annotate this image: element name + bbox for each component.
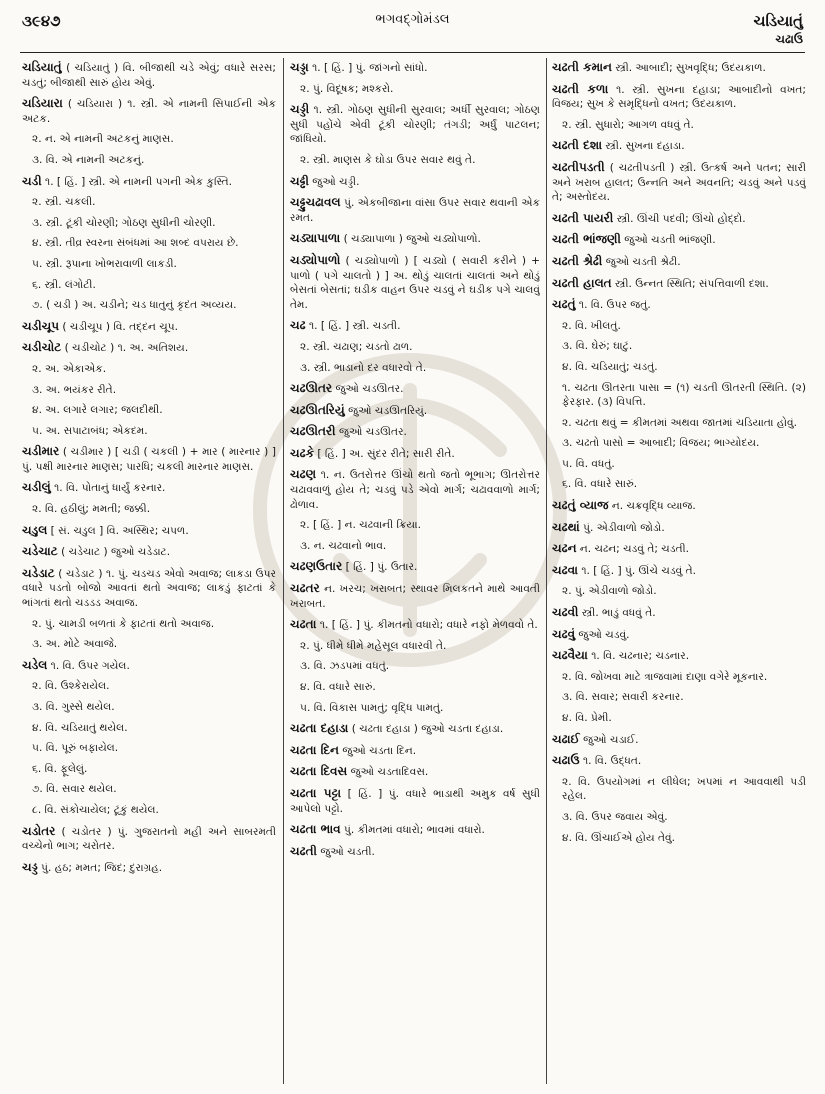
entry-definition: ૧. વિ. ઉદ્ધત. <box>582 755 642 768</box>
dictionary-entry <box>552 118 806 133</box>
entry-definition: ૫. વિ. વધતું. <box>562 457 615 470</box>
entry-definition: ૧. ચઢતા ઊતરતા પાસા = (૧) ચડતી ઊતરતી સ્થિતિ. (૨) ફેરફાર. (૩) વિપત્તિ. <box>562 381 806 409</box>
entry-definition: ૨. સ્ત્રી. ચકલી. <box>32 196 96 209</box>
entry-definition: ૪. વિ. ચડિયાતું થયેલ. <box>32 721 128 734</box>
dictionary-entry <box>22 700 276 715</box>
entry-headword: ચઢન <box>552 541 577 556</box>
dictionary-entry <box>22 679 276 694</box>
page-header <box>22 8 803 48</box>
dictionary-entry <box>290 743 540 759</box>
dictionary-entry <box>290 786 540 816</box>
entry-definition: ( ચડીમાર ) [ ચડી ( ચકલી ) + માર ( મારનાર ) ] પું. પક્ષી મારનાર માણસ; પારધિ; ચકલી મારનાર માણસ. <box>22 446 276 473</box>
entry-definition: ( ચડીચૂપ ) વિ. તદ્દન ચૂપ. <box>62 320 179 333</box>
entry-definition: [ હિં. ] અ. સુંદર રીતે; સારી રીતે. <box>317 447 455 460</box>
dictionary-entry <box>552 457 806 472</box>
entry-definition: પું. હઠ; મમત; જિદ; દુરાગ્રહ. <box>41 861 163 874</box>
entry-definition: ૬. સ્ત્રી. લંગોટી. <box>32 278 96 291</box>
entry-headword: ચડેડાટ <box>22 565 55 580</box>
dictionary-entry <box>290 559 540 575</box>
entry-headword: ચઢવી <box>552 605 579 620</box>
dictionary-entry <box>22 153 276 168</box>
entry-definition: ૨. વિ. ઉશ્કેરાયેલ. <box>32 680 110 693</box>
entry-headword: ચઢતી પાયરી <box>552 210 614 225</box>
entry-definition: જુઓ ચડતી. <box>320 845 375 858</box>
dictionary-entry <box>552 520 806 536</box>
entry-definition: ૩. વિ. ઉપર જવાય એવું. <box>562 810 668 823</box>
entry-definition: ૩. ન. ચઢવાનો ભાવ. <box>300 539 387 552</box>
entry-headword: ચડીમાર <box>22 444 60 459</box>
entry-headword: ચઢતું <box>552 297 576 312</box>
entry-definition: જુઓ ચડતાદિવસ. <box>350 766 429 779</box>
entry-headword: ચઢતી ભાંજણી <box>552 232 621 247</box>
dictionary-entry <box>22 741 276 756</box>
dictionary-entry <box>290 253 540 312</box>
entry-headword: ચઢતા ભાવ <box>290 822 341 837</box>
entry-definition: ૭. ( ચડી ) અ. ચડીને; ચડ ધાતુનું કૃદંત અવ્યય. <box>32 299 237 312</box>
dictionary-entry <box>290 581 540 611</box>
entry-headword: ચઢતા દિવસ <box>290 764 348 779</box>
dictionary-entry <box>552 732 806 748</box>
entry-headword: ચઢ <box>290 318 306 333</box>
dictionary-entry <box>552 498 806 514</box>
dictionary-entry <box>552 627 806 643</box>
entry-definition: ન. ચક્રવૃદ્ધિ વ્યાજ. <box>611 500 696 513</box>
entry-definition: ૩. વિ. ગુસ્સે થયેલ. <box>32 701 115 713</box>
dictionary-entry <box>290 102 540 147</box>
entry-headword: ચઢતું વ્યાજ <box>552 498 609 513</box>
entry-headword: ચડીચૂપ <box>22 318 60 333</box>
entry-definition: સ્ત્રી. ઊંચી પદવી; ઊંચો હોદ્દો. <box>616 212 746 225</box>
dictionary-entry <box>22 637 276 652</box>
entry-headword: ચડી <box>22 173 42 188</box>
dictionary-entry <box>552 584 806 599</box>
dictionary-entry <box>552 339 806 354</box>
dictionary-entry <box>22 762 276 777</box>
entry-headword: ચડ્યોપાળો <box>290 252 341 267</box>
entry-definition: ૧. [ હિં. ] પું. જાંગનો સાંધો. <box>312 62 428 74</box>
dictionary-entry <box>22 298 276 313</box>
entry-headword: ચડીચોટ <box>22 340 62 355</box>
entry-definition: પું. એડીવાળો જોડો. <box>583 521 665 534</box>
dictionary-entry <box>22 60 276 90</box>
entry-definition: ( ચડોતર ) પું. ગુજરાતનો મહી અને સાબરમતી વચ્ચેનો ભાગ; ચરોતર. <box>22 825 276 853</box>
entry-definition: [ હિં. ] પું. વધારે ભાડાથી અમુક વર્ષ સુધી આપેલો પટ્ટો. <box>290 787 540 815</box>
dictionary-entry <box>290 721 540 737</box>
entry-headword: ચઢતી હાલત <box>552 275 612 290</box>
dictionary-entry <box>290 60 540 76</box>
dictionary-entry <box>290 518 540 533</box>
entry-definition: ન. ખરચ; ખરાબત; સ્થાવર મિલકતને માથે આવતી ખરાબત. <box>290 583 540 610</box>
entry-definition: ૧. [ હિં. ] સ્ત્રી. ચડતી. <box>308 320 401 333</box>
dictionary-entry <box>22 257 276 272</box>
entry-headword: ચઢ્ઢુચઢાવલ <box>290 195 341 210</box>
dictionary-entry <box>552 60 806 76</box>
dictionary-entry <box>552 254 806 270</box>
entry-headword: ચઢવું <box>552 626 576 641</box>
dictionary-entry <box>22 544 276 560</box>
entry-definition: ( ચડીચોટ ) ૧. અ. અતિશય. <box>64 342 189 355</box>
dictionary-entry <box>290 174 540 190</box>
entry-definition: ૪. અ. લગારે લગાર; જલદીથી. <box>32 404 163 417</box>
dictionary-entry <box>22 424 276 439</box>
dictionary-entry <box>290 539 540 554</box>
entry-definition: ૫. અ. સપાટાબંધ; એકદમ. <box>32 424 148 437</box>
entry-definition: સ્ત્રી. સુખના દહાડા. <box>605 140 685 153</box>
entry-definition: ( ચડિયાતું ) વિ. બીજાથી ચડે એવું; વધારે સરસ; ચડતું; બીજાથી સારું હોય એવું. <box>22 62 276 89</box>
dictionary-entry <box>552 605 806 621</box>
dictionary-entry <box>22 383 276 398</box>
entry-definition: પું. કીમતમાં વધારો; ભાવમાં વધારો. <box>344 824 485 837</box>
entry-definition: જુઓ ચડ્ડી. <box>312 175 360 188</box>
dictionary-entry <box>22 340 276 356</box>
dictionary-entry <box>552 297 806 313</box>
guide-word-bottom: ચઢાઉ <box>775 32 803 46</box>
dictionary-entry <box>22 860 276 876</box>
entry-definition: સ્ત્રી. ભાડું વધવું તે. <box>581 607 656 620</box>
entry-definition: જુઓ ચડતી ભાંજણી. <box>624 234 716 247</box>
dictionary-entry <box>290 844 540 860</box>
entry-headword: ચડીલું <box>22 480 51 495</box>
entry-headword: ચડ્ડા <box>290 60 309 74</box>
dictionary-entry <box>22 319 276 335</box>
entry-definition: ૧. વિ. પોતાનું ધાર્યું કરનાર. <box>54 482 166 495</box>
entry-headword: ચઢતી દશા <box>552 138 603 153</box>
dictionary-entry <box>22 721 276 736</box>
entry-headword: ચડેચાટ <box>22 544 58 559</box>
entry-definition: સ્ત્રી. આબાદી; સુખવૃદ્ધિ; ઉદયકાળ. <box>615 62 766 74</box>
entry-definition: ૪. વિ. વધારે સારું. <box>300 681 376 693</box>
dictionary-entry <box>552 648 806 664</box>
entry-definition: ૨. અ. એકાએક. <box>32 362 107 375</box>
entry-headword: ચડ્ડ <box>22 859 38 874</box>
dictionary-entry <box>552 160 806 205</box>
column-divider <box>283 58 284 1084</box>
entry-definition: ૩. વિ. ઝડપમાં વધતું. <box>300 660 390 673</box>
entry-definition: ૧. [ હિં. ] પું. કીમતનો વધારો; વધારે નફો મેળવવો તે. <box>319 619 538 632</box>
entry-headword: ચઢ્ઢી <box>290 173 309 188</box>
dictionary-entry <box>552 319 806 334</box>
entry-headword: ચઢવા <box>552 562 578 577</box>
dictionary-entry <box>290 403 540 419</box>
entry-definition: ૬. વિ. વધારે સારું. <box>562 478 638 491</box>
dictionary-entry <box>552 436 806 451</box>
dictionary-entry <box>552 477 806 492</box>
entry-definition: ૮. વિ. સંકોચાયેલ; ટૂંકું થયેલ. <box>32 803 159 816</box>
dictionary-column-2 <box>290 60 540 1082</box>
dictionary-entry <box>290 701 540 716</box>
entry-headword: ચઢતર <box>290 581 320 596</box>
dictionary-entry <box>552 831 806 846</box>
entry-headword: ચડ્ડી <box>290 102 310 117</box>
dictionary-entry <box>22 278 276 293</box>
entry-definition: ૩. સ્ત્રી. ટૂંકી ચોરણી; ગોઠણ સુધીની ચોરણી. <box>32 216 216 229</box>
entry-definition: ૨. પું. ચામડી બળતાં કે ફાટતાં થતો અવાજ. <box>32 617 215 630</box>
entry-definition: ( ચડ્યાપાળા ) જુઓ ચડ્યોપાળો. <box>343 233 481 246</box>
entry-definition: ૨. ચઢતા થવું = કીમતમાં અથવા જાતમાં ચડિયાતા હોવું. <box>562 416 797 429</box>
entry-headword: ચઢતા દહાડા <box>290 721 349 736</box>
dictionary-entry <box>290 195 540 225</box>
entry-definition: ૪. વિ. ઊંચાઈએ હોય તેવું. <box>562 831 675 844</box>
running-title: ભગવદ્ગોમંડલ <box>375 12 450 27</box>
entry-headword: ચઢતા <box>290 617 317 632</box>
entry-definition: ૩. સ્ત્રી. ભાડાનો દર વધારવો તે. <box>300 361 427 374</box>
dictionary-entry <box>22 216 276 231</box>
entry-definition: ૨. વિ. હઠીલું; મમતી; જક્કી. <box>32 503 151 516</box>
entry-definition: ૫. વિ. વિકાસ પામતું; વૃદ્ધિ પામતું. <box>300 701 444 714</box>
entry-definition: ૨. [ હિં. ] ન. ચઢવાની ક્રિયા. <box>300 519 421 532</box>
entry-definition: ૧. ન. ઉતરોત્તર ઊંચો થતો જતો ભૂભાગ; ઊતરોત્તર ચઢાવવાળું હોય તે; ચડવું પડે એવો માર્ગ; ચઢાવવાળો માર્ગ; ઢોળાવ. <box>290 469 540 511</box>
dictionary-entry <box>290 82 540 97</box>
entry-definition: ૨. ન. એ નામની અટકનું માણસ. <box>32 133 174 146</box>
dictionary-entry <box>22 824 276 854</box>
entry-definition: ૧. વિ. ઉપર ગયેલ. <box>50 659 130 672</box>
entry-definition: ( ચડિયારા ) ૧. સ્ત્રી. એ નામની સિપાઈની એક અટક. <box>22 98 276 125</box>
entry-definition: ન. ચઢન; ચડવું તે; ચડતી. <box>579 543 690 556</box>
dictionary-entry <box>290 446 540 462</box>
dictionary-entry <box>22 658 276 674</box>
entry-definition: ૪. વિ. પ્રેમી. <box>562 712 612 724</box>
entry-definition: સ્ત્રી. ઉન્નત સ્થિતિ; સંપત્તિવાળી દશા. <box>615 277 769 290</box>
entry-definition: ( ચઢતા દહાડા ) જુઓ ચડતા દહાડા. <box>351 723 504 736</box>
entry-definition: જુઓ ચડવું. <box>578 628 630 641</box>
entry-definition: ( ચઢતીપડતી ) સ્ત્રી. ઉત્કર્ષ અને પતન; સારી અને ખરાબ હાલત; ઉન્નતિ અને અવનતિ; ચડવું અને પડવું તે; અસ્તોદય. <box>552 161 806 204</box>
entry-headword: ચડેલ <box>22 657 48 672</box>
entry-definition: જુઓ ચડઊતરિયું. <box>348 404 428 417</box>
dictionary-entry <box>552 232 806 248</box>
dictionary-entry <box>552 711 806 726</box>
dictionary-entry <box>290 659 540 674</box>
entry-headword: ચઢણ <box>290 467 317 482</box>
dictionary-entry <box>552 541 806 557</box>
entry-headword: ચઢથાં <box>552 519 580 534</box>
dictionary-entry <box>290 231 540 247</box>
entry-headword: ચઢઊતરી <box>290 424 336 439</box>
dictionary-entry <box>22 236 276 251</box>
entry-definition: જુઓ ચડતા દિન. <box>342 744 417 757</box>
entry-definition: જુઓ ચડઊતર. <box>335 383 404 396</box>
entry-headword: ચઢાઈ <box>552 731 580 746</box>
entry-definition: ૧. સ્ત્રી. સુખના દહાડા; આબાદીનો વખત; વિજય; સુખ કે સમૃદ્ધિનો વખત; ઉદયકાળ. <box>552 83 806 111</box>
dictionary-entry <box>22 444 276 474</box>
entry-definition: ૨. વિ. ઉપયોગમાં ન લીધેલ; ખપમાં ન આવવાથી પડી રહેલ. <box>562 775 806 803</box>
dictionary-entry <box>22 782 276 797</box>
entry-definition: ૧. વિ. ચઢનાર; ચડનાર. <box>591 650 690 663</box>
dictionary-entry <box>22 174 276 190</box>
dictionary-column-1 <box>22 60 276 1082</box>
dictionary-entry <box>552 276 806 292</box>
dictionary-entry <box>290 381 540 397</box>
dictionary-entry <box>22 403 276 418</box>
entry-definition: ૨. પું. એડીવાળો જોડો. <box>562 585 657 598</box>
entry-definition: ૨. સ્ત્રી. સુધારો; આગળ વધવું તે. <box>562 118 694 131</box>
dictionary-entry <box>22 195 276 210</box>
entry-headword: ચઢઊતર <box>290 381 333 396</box>
entry-headword: ચઢતી કમાન <box>552 60 612 74</box>
dictionary-entry <box>290 424 540 440</box>
entry-definition: ૩. વિ. એ નામની અટકનું. <box>32 153 145 166</box>
entry-definition: ૭. વિ. સવાર થયેલ. <box>32 783 117 796</box>
entry-definition: ૨. પું. વિદૂષક; મશ્કરો. <box>300 82 394 95</box>
entry-definition: જુઓ ચડતી શ્રેઢી. <box>605 255 681 268</box>
dictionary-entry <box>552 690 806 705</box>
dictionary-entry <box>290 318 540 334</box>
dictionary-entry <box>22 566 276 611</box>
entry-definition: ૨. સ્ત્રી. માણસ કે ઘોડા ઉપર સવાર થવું તે. <box>300 153 476 166</box>
dictionary-entry <box>290 617 540 633</box>
dictionary-entry <box>552 381 806 410</box>
dictionary-entry <box>552 360 806 375</box>
entry-definition: ૧. [ હિં. ] પું. ઊંચે ચડવું તે. <box>581 564 697 577</box>
guide-word-top: ચડિયાતું <box>753 12 803 30</box>
dictionary-entry <box>552 775 806 804</box>
entry-definition: ૩. ચઢતો પાસો = આબાદી; વિજય; ભાગ્યોદય. <box>562 437 760 450</box>
dictionary-entry <box>290 361 540 376</box>
entry-headword: ચડોતર <box>22 823 56 838</box>
dictionary-entry <box>552 810 806 825</box>
dictionary-entry <box>290 467 540 512</box>
entry-headword: ચઢણઉતાર <box>290 559 343 574</box>
entry-definition: જુઓ ચડઊતર. <box>338 426 407 439</box>
entry-definition: ૪. સ્ત્રી. તીવ્ર સ્વરના સંબંધમાં આ શબ્દ વપરાય છે. <box>32 237 239 250</box>
dictionary-column-3 <box>552 60 806 1082</box>
entry-headword: ચડુલ <box>22 522 48 537</box>
dictionary-entry <box>552 211 806 227</box>
dictionary-entry <box>552 670 806 685</box>
header-rule <box>20 52 805 53</box>
dictionary-entry <box>22 803 276 818</box>
entry-definition: ૫. સ્ત્રી. રૂપાના ખોભરાવાળી લાકડી. <box>32 257 177 270</box>
dictionary-entry <box>290 764 540 780</box>
entry-definition: ( ચડેડાટ ) ૧. પું. ચડચડ એવો અવાજ; લાકડા ઉપર વધારે પડતો બોજો આવતાં થતો અવાજ; લાકડું ફાટતાં કે ભાંગતાં થતો ચડડડ અવાજ. <box>22 567 276 610</box>
entry-headword: ચઢતા પટ્ટા <box>290 785 342 800</box>
entry-definition: [ હિં. ] પું. ઉતાર. <box>345 561 418 574</box>
entry-headword: ચઢતા દિન <box>290 742 339 757</box>
entry-definition: [ સં. ચડુલ ] વિ. અસ્થિર; ચપળ. <box>50 524 189 537</box>
dictionary-entry <box>552 563 806 579</box>
entry-definition: ૨. વિ. ખીલતું. <box>562 319 621 332</box>
dictionary-entry <box>552 82 806 112</box>
entry-definition: ૩. અ. મોટે અવાજે. <box>32 638 118 651</box>
entry-definition: ( ચડેચાટ ) જુઓ ચડેડાટ. <box>61 546 171 559</box>
dictionary-entry <box>290 153 540 168</box>
entry-headword: ચઢકે <box>290 445 315 460</box>
entry-definition: ૨. સ્ત્રી. ચઢાણ; ચડતો ઢાળ. <box>300 340 413 353</box>
entry-definition: ( ચડ્યોપાળો ) [ ચડ્યો ( સવારી કરીને ) + પાળો ( પગે ચાલતો ) ] અ. થોડું ચાલતાં ચાલતાં અને થોડું બેસતાં બેસતાં; ઘડીક વાહન ઉપર ચડવું ને ઘડીક પગે ચાલવું તેમ. <box>290 254 540 311</box>
entry-definition: પું. એકબીજાના વાંસા ઉપર સવાર થવાની એક રમત. <box>290 197 540 224</box>
entry-headword: ચઢતીપડતી <box>552 159 605 174</box>
dictionary-entry <box>290 639 540 654</box>
entry-definition: જુઓ ચડાઈ. <box>583 733 639 746</box>
entry-headword: ચડિયારા <box>22 96 63 111</box>
entry-definition: ૨. વિ. જોખવા માટે ત્રાજવામાં દાણા વગેરે મૂકનાર. <box>562 670 768 683</box>
dictionary-entry <box>552 138 806 154</box>
dictionary-entry <box>290 822 540 838</box>
entry-headword: ચઢતી કળા <box>552 81 609 96</box>
dictionary-entry <box>22 362 276 377</box>
entry-headword: ચડ્યાપાળા <box>290 231 341 246</box>
dictionary-entry <box>22 480 276 496</box>
dictionary-entry <box>290 340 540 355</box>
entry-definition: ૧. વિ. ઉપર જતું. <box>578 299 651 312</box>
entry-headword: ચઢઊતરિયું <box>290 402 345 417</box>
page-number: ૩૯૪૭ <box>22 12 61 30</box>
entry-headword: ચડિયાતું <box>22 60 62 74</box>
entry-definition: ૩. અ. ભયંકર રીતે. <box>32 383 117 396</box>
entry-headword: ચઢતી શ્રેઢી <box>552 253 603 268</box>
dictionary-entry <box>22 617 276 632</box>
entry-definition: ૩. વિ. સવાર; સવારી કરનાર. <box>562 691 684 704</box>
entry-definition: ૬. વિ. ફૂલેલું. <box>32 762 88 775</box>
dictionary-entry <box>290 680 540 695</box>
entry-definition: ૨. પું. ધીમે ધીમે મહેસૂલ વધારવી તે. <box>300 639 447 652</box>
dictionary-entry <box>22 96 276 126</box>
column-divider <box>546 58 547 1084</box>
entry-definition: ૧. [ હિં. ] સ્ત્રી. એ નામની પગની એક કુસ્તિ. <box>45 175 233 188</box>
dictionary-entry <box>22 502 276 517</box>
dictionary-entry <box>552 416 806 431</box>
entry-headword: ચઢાઉ <box>552 753 580 768</box>
entry-definition: ૩. વિ. ઘેરું; ઘાટું. <box>562 340 633 353</box>
entry-definition: ૪. વિ. ચડિયાતું; ચડતું. <box>562 360 658 373</box>
dictionary-entry <box>22 523 276 539</box>
dictionary-entry <box>22 132 276 147</box>
entry-definition: ૫. વિ. પૂરું બફાયેલ. <box>32 742 119 755</box>
entry-headword: ચઢતી <box>290 843 317 858</box>
entry-definition: ૧. સ્ત્રી. ગોઠણ સુધીની સુરવાલ; અર્ધી સુરવાલ; ગોઠણ સુધી પહોંચે એવી ટૂંકી ચોરણી; તંગડી; અર્ધું પાટલન; જાંધિયો. <box>290 104 540 146</box>
dictionary-entry <box>552 753 806 769</box>
entry-headword: ચઢવૈયા <box>552 648 588 663</box>
